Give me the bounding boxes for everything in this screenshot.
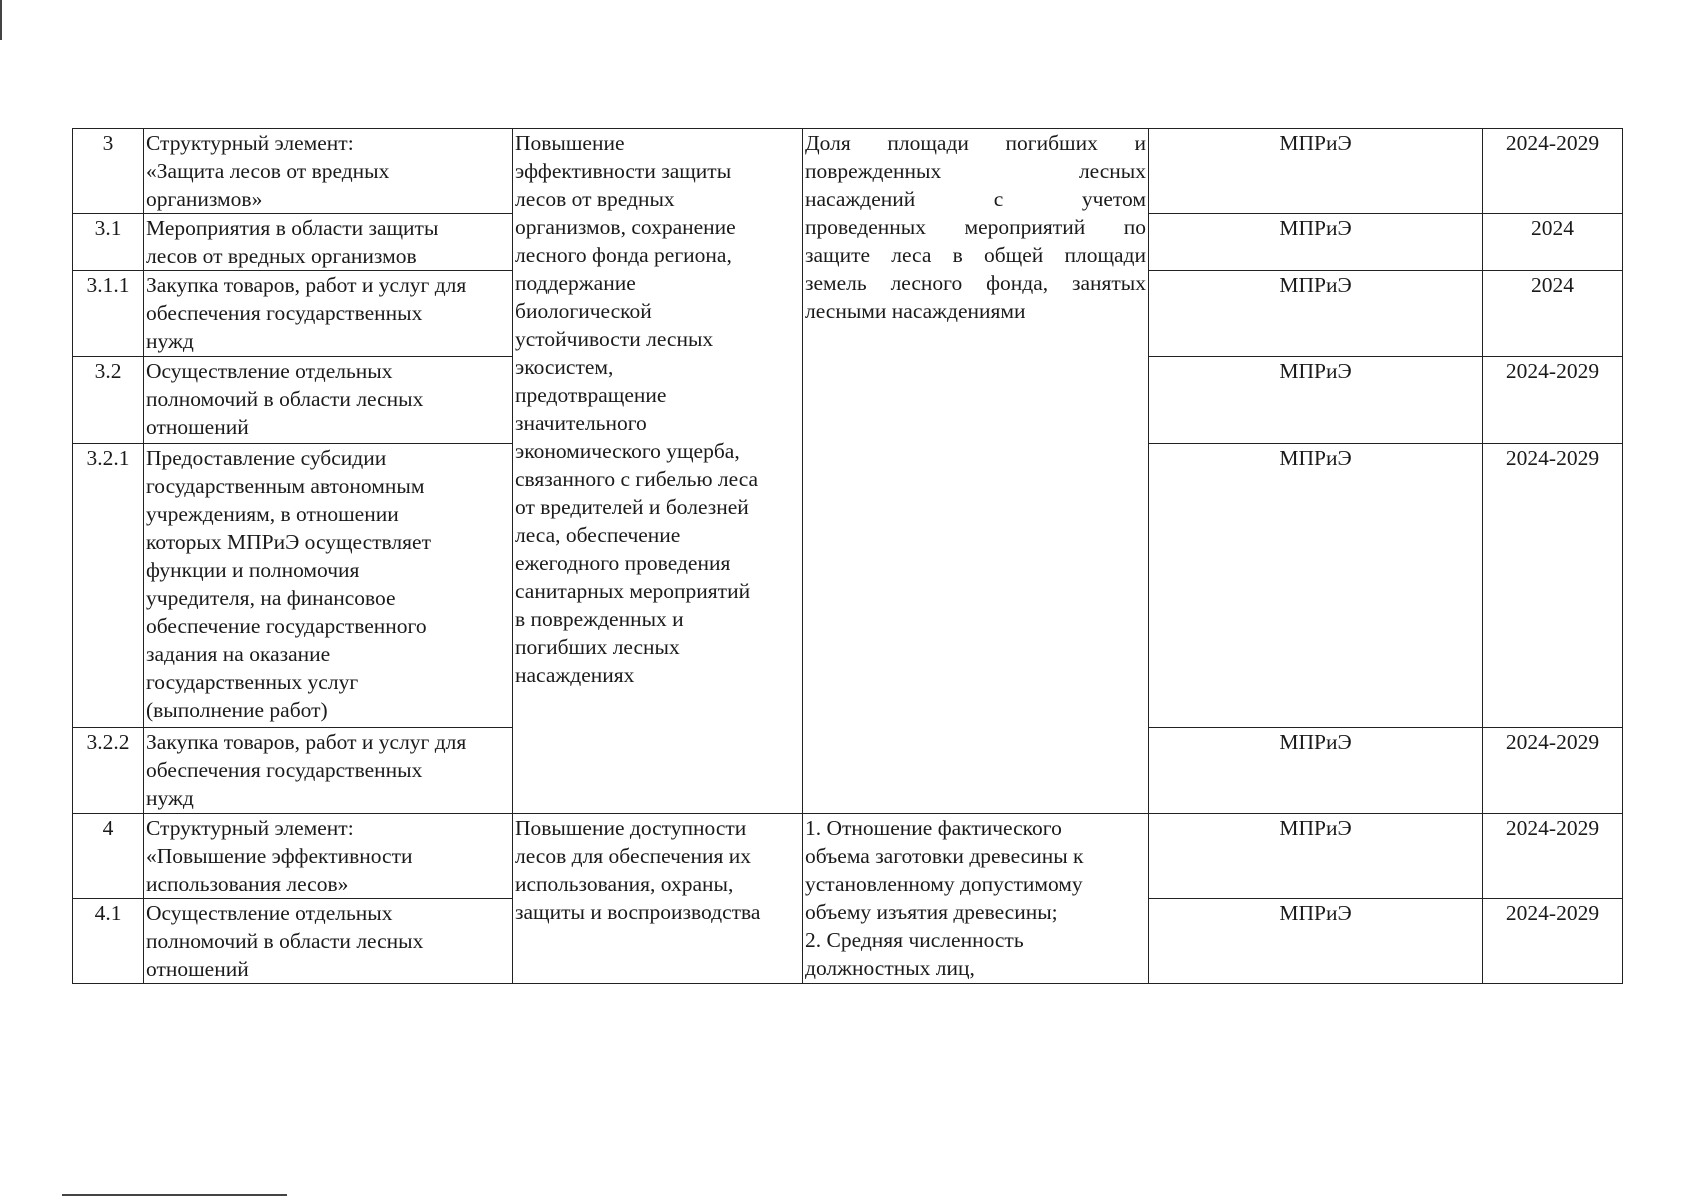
goal-line: эффективности защиты xyxy=(515,159,732,183)
row-name xyxy=(144,129,513,214)
period-cell: 2024-2029 xyxy=(1483,814,1623,899)
row-number: 3.2.2 xyxy=(73,728,144,814)
name-line: функции и полномочия xyxy=(146,558,360,582)
indicator-cell xyxy=(803,814,1149,984)
name-line: (выполнение работ) xyxy=(146,698,328,722)
goal-line: погибших лесных xyxy=(515,635,680,659)
row-name xyxy=(144,214,513,271)
row-number: 4 xyxy=(73,814,144,899)
goal-line: от вредителей и болезней xyxy=(515,495,749,519)
goal-line: леса, обеспечение xyxy=(515,523,681,547)
name-line: полномочий в области лесных xyxy=(146,929,424,953)
goal-cell xyxy=(513,814,803,984)
table-row xyxy=(73,129,1623,214)
name-line: отношений xyxy=(146,957,249,981)
goal-line: ежегодного проведения xyxy=(515,551,731,575)
name-line: Закупка товаров, работ и услуг для xyxy=(146,273,467,297)
name-line: которых МПРиЭ осуществляет xyxy=(146,530,431,554)
row-name xyxy=(144,899,513,984)
period-cell: 2024-2029 xyxy=(1483,728,1623,814)
name-line: обеспечение государственного xyxy=(146,614,427,638)
goal-line: связанного с гибелью леса xyxy=(515,467,759,491)
name-line: обеспечения государственных xyxy=(146,301,423,325)
goal-line: в поврежденных и xyxy=(515,607,684,631)
row-number: 3.1 xyxy=(73,214,144,271)
indicator-line: защите леса в общей площади xyxy=(805,243,1146,267)
name-line: Осуществление отдельных xyxy=(146,901,393,925)
name-line: «Защита лесов от вредных xyxy=(146,159,390,183)
responsible-cell: МПРиЭ xyxy=(1149,357,1483,444)
row-name xyxy=(144,728,513,814)
row-name xyxy=(144,814,513,899)
name-line: Закупка товаров, работ и услуг для xyxy=(146,730,467,754)
responsible-cell: МПРиЭ xyxy=(1149,899,1483,984)
indicator-line: проведенных мероприятий по xyxy=(805,215,1146,239)
responsible-cell: МПРиЭ xyxy=(1149,129,1483,214)
indicator-line: Доля площади погибших и xyxy=(805,131,1146,155)
row-name xyxy=(144,271,513,357)
row-number: 4.1 xyxy=(73,899,144,984)
indicator-line: земель лесного фонда, занятых xyxy=(805,271,1146,295)
indicator-line: лесными насаждениями xyxy=(805,299,1026,323)
responsible-cell: МПРиЭ xyxy=(1149,444,1483,728)
indicator-line: объему изъятия древесины; xyxy=(805,900,1058,924)
scan-edge-mark xyxy=(0,0,2,40)
goal-cell xyxy=(513,129,803,814)
name-line: Структурный элемент: xyxy=(146,131,354,155)
goal-line: защиты и воспроизводства xyxy=(515,900,761,924)
name-line: учредителя, на финансовое xyxy=(146,586,396,610)
row-number: 3.2 xyxy=(73,357,144,444)
name-line: использования лесов» xyxy=(146,872,349,896)
indicator-line: установленному допустимому xyxy=(805,872,1083,896)
responsible-cell: МПРиЭ xyxy=(1149,214,1483,271)
goal-line: биологической xyxy=(515,299,652,323)
goal-line: организмов, сохранение xyxy=(515,215,736,239)
goal-line: санитарных мероприятий xyxy=(515,579,751,603)
name-line: полномочий в области лесных xyxy=(146,387,424,411)
goal-line: устойчивости лесных xyxy=(515,327,714,351)
program-structure-table xyxy=(72,128,1623,984)
indicator-line: 2. Средняя численность xyxy=(805,928,1024,952)
row-name xyxy=(144,444,513,728)
goal-line: экономического ущерба, xyxy=(515,439,740,463)
indicator-line: 1. Отношение фактического xyxy=(805,816,1062,840)
row-name xyxy=(144,357,513,444)
goal-line: предотвращение xyxy=(515,383,667,407)
indicator-line: поврежденных лесных xyxy=(805,159,1146,183)
goal-line: Повышение xyxy=(515,131,625,155)
name-line: обеспечения государственных xyxy=(146,758,423,782)
goal-line: использования, охраны, xyxy=(515,872,734,896)
name-line: отношений xyxy=(146,415,249,439)
name-line: организмов» xyxy=(146,187,263,211)
period-cell: 2024-2029 xyxy=(1483,444,1623,728)
period-cell: 2024 xyxy=(1483,214,1623,271)
row-number: 3.1.1 xyxy=(73,271,144,357)
row-number: 3 xyxy=(73,129,144,214)
name-line: Мероприятия в области защиты xyxy=(146,216,439,240)
period-cell: 2024 xyxy=(1483,271,1623,357)
name-line: государственным автономным xyxy=(146,474,425,498)
name-line: Осуществление отдельных xyxy=(146,359,393,383)
goal-line: Повышение доступности xyxy=(515,816,747,840)
name-line: нужд xyxy=(146,329,194,353)
name-line: Предоставление субсидии xyxy=(146,446,387,470)
indicator-line: насаждений с учетом xyxy=(805,187,1146,211)
period-cell: 2024-2029 xyxy=(1483,899,1623,984)
goal-line: экосистем, xyxy=(515,355,614,379)
goal-line: значительного xyxy=(515,411,647,435)
responsible-cell: МПРиЭ xyxy=(1149,271,1483,357)
indicator-line: объема заготовки древесины к xyxy=(805,844,1084,868)
name-line: нужд xyxy=(146,786,194,810)
goal-line: поддержание xyxy=(515,271,636,295)
goal-line: лесного фонда региона, xyxy=(515,243,732,267)
table-row xyxy=(73,814,1623,899)
period-cell: 2024-2029 xyxy=(1483,129,1623,214)
footnote-rule xyxy=(62,1194,287,1196)
indicator-line: должностных лиц, xyxy=(805,956,975,980)
name-line: лесов от вредных организмов xyxy=(146,244,417,268)
goal-line: лесов от вредных xyxy=(515,187,675,211)
name-line: государственных услуг xyxy=(146,670,359,694)
goal-line: лесов для обеспечения их xyxy=(515,844,751,868)
responsible-cell: МПРиЭ xyxy=(1149,728,1483,814)
indicator-cell xyxy=(803,129,1149,814)
name-line: учреждениям, в отношении xyxy=(146,502,399,526)
row-number: 3.2.1 xyxy=(73,444,144,728)
period-cell: 2024-2029 xyxy=(1483,357,1623,444)
name-line: задания на оказание xyxy=(146,642,331,666)
name-line: Структурный элемент: xyxy=(146,816,354,840)
goal-line: насаждениях xyxy=(515,663,635,687)
name-line: «Повышение эффективности xyxy=(146,844,413,868)
responsible-cell: МПРиЭ xyxy=(1149,814,1483,899)
